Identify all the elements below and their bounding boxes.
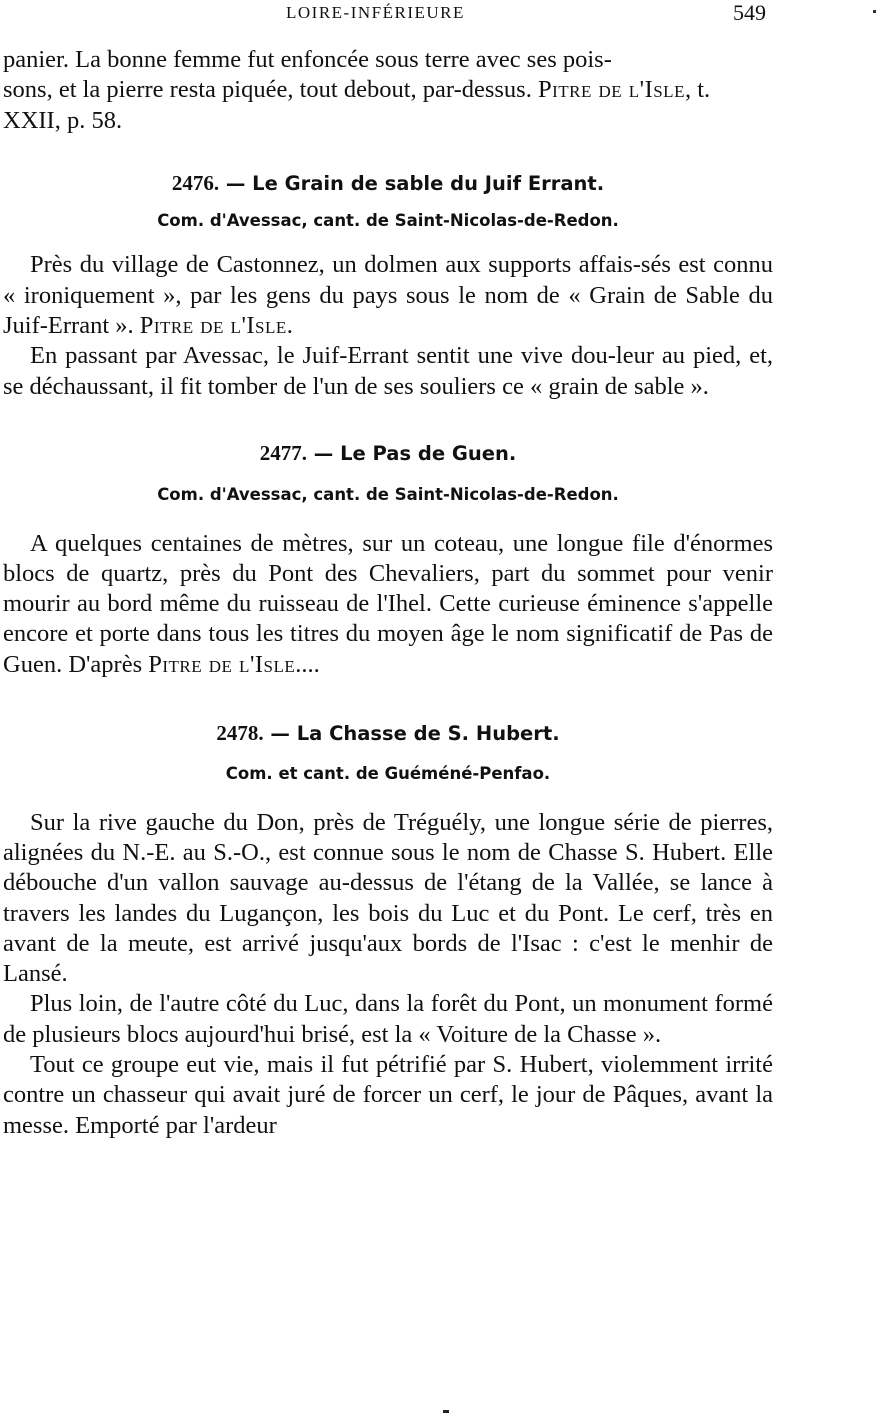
page-header [0, 0, 879, 28]
section-location: Com. d'Avessac, cant. de Saint-Nicolas-de-Redon. [157, 485, 619, 505]
page-body [3, 45, 773, 1141]
citation-end: .... [295, 650, 320, 678]
paragraph-text: Près du village de Castonnez, un dolmen aux supports affais-sés est connu « ironiquement », par les gens du pays sous le nom de « Grain de Sable du Juif-Errant ». [3, 251, 773, 340]
opening-line-2 [3, 75, 773, 136]
running-head: LOIRE-INFÉRIEURE [286, 3, 465, 22]
heading-dash: — [263, 722, 297, 746]
citation-end: . [286, 312, 293, 340]
section-number: 2478. [216, 721, 264, 746]
section-heading [3, 168, 773, 199]
section-title: La Chasse de S. Hubert. [296, 722, 560, 746]
paragraph-text: A quelques centaines de mètres, sur un coteau, une longue file d'énormes blocs de quartz, près du Pont des Chevaliers, part du sommet pour venir mourir au bord même du ruisseau de l'Ihel. Cette curieuse éminence s'appelle encore et porte dans tous les titres du moyen âge le nom significatif de Pas de Guen. D'après [3, 529, 773, 678]
section-location: Com. d'Avessac, cant. de Saint-Nicolas-de-Redon. [157, 211, 619, 231]
paragraph [3, 250, 773, 341]
section-location: Com. et cant. de Guéméné-Penfao. [225, 764, 551, 784]
paragraph: En passant par Avessac, le Juif-Errant sentit une vive dou-leur au pied, et, se déchaussant, il fit tomber de l'un de ses souliers ce « grain de sable ». [3, 342, 773, 400]
citation-author: Pitre de l'Isle [148, 650, 296, 678]
section-2478 [3, 718, 773, 1141]
opening-paragraph [3, 45, 773, 136]
section-heading [3, 718, 773, 749]
opening-line-1: panier. La bonne femme fut enfoncée sous terre avec ses pois- [3, 46, 612, 73]
section-2476 [3, 168, 773, 402]
paragraph: Tout ce groupe eut vie, mais il fut pétrifié par S. Hubert, violemment irrité contre un chasseur qui avait juré de forcer un cerf, le jour de Pâques, avant la messe. Emporté par l'ardeur [3, 1051, 773, 1139]
section-number: 2476. [171, 170, 220, 195]
section-title: Le Grain de sable du Juif Errant. [252, 171, 605, 195]
paragraph [3, 529, 773, 680]
citation-author: Pitre de l'Isle [139, 312, 287, 340]
section-title: Le Pas de Guen. [340, 441, 517, 465]
citation-ref: , t. XXII, p. 58. [3, 76, 711, 134]
opening-text: sons, et la pierre resta piquée, tout debout, par-dessus. [3, 76, 532, 104]
scan-mark [873, 10, 876, 13]
heading-dash: — [307, 441, 341, 465]
heading-dash: — [219, 171, 253, 195]
paragraph: Sur la rive gauche du Don, près de Tréguély, une longue série de pierres, alignées du N.-E. au S.-O., est connue sous le nom de Chasse S. Hubert. Elle débouche d'un vallon sauvage au-dessus de l'étang de la Vallée, se lance à travers les landes du Lugançon, les bois du Luc et du Pont. Le cerf, très en avant de la meute, est arrivé jusqu'aux bords de l'Isac : c'est le menhir de Lansé. [3, 808, 773, 988]
section-heading [3, 438, 773, 469]
section-number: 2477. [259, 440, 308, 465]
paragraph: Plus loin, de l'autre côté du Luc, dans la forêt du Pont, un monument formé de plusieurs blocs aujourd'hui brisé, est la « Voiture de la Chasse ». [3, 990, 773, 1048]
section-2477 [3, 438, 773, 680]
citation-author: Pitre de l'Isle [537, 76, 685, 104]
page-number: 549 [733, 0, 766, 25]
scan-mark [443, 1410, 449, 1413]
